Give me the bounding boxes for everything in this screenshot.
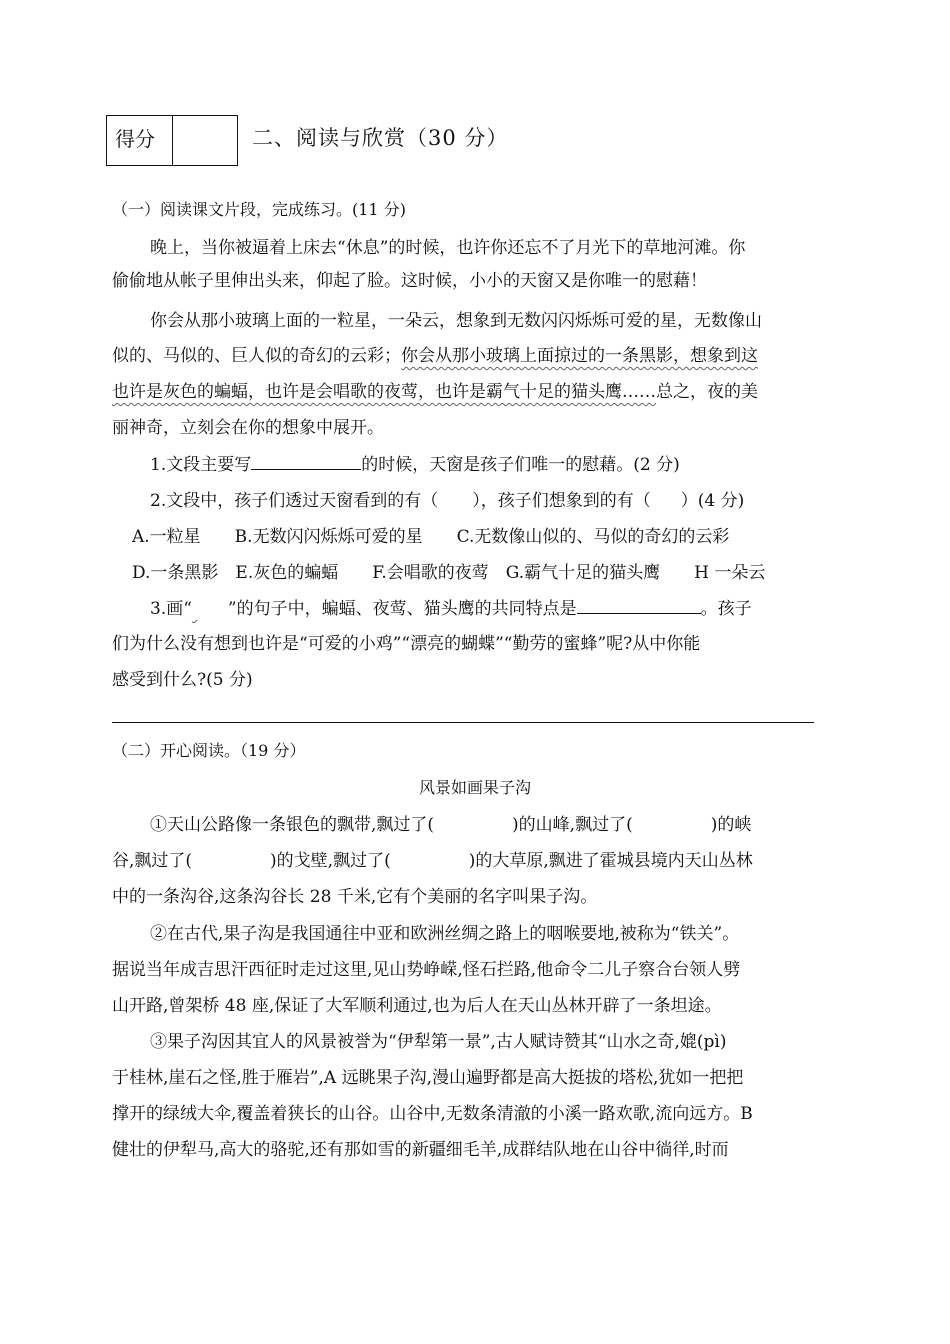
part1-p1-line1: 晚上，当你被逼着上床去“休息”的时候，也许你还忘不了月光下的草地河滩。你 [150, 238, 746, 258]
section-title: 二、阅读与欣赏（30 分） [252, 126, 509, 150]
score-box [106, 115, 238, 166]
part2-p1-text-f: )的大草原,飘进了霍城县境内天山丛林 [468, 851, 753, 871]
part2-p1-line2 [112, 846, 842, 871]
part2-p1-text-a: ①天山公路像一条银色的飘带,飘过了( [150, 815, 435, 835]
question-3-answer-blank[interactable] [577, 595, 701, 614]
part1-p2-line2 [112, 341, 842, 366]
question-1-answer-blank[interactable] [251, 451, 361, 470]
question-2-part-a: 2.文段中，孩子们透过天窗看到的有（ [150, 491, 439, 511]
score-label: 得分 [107, 116, 173, 165]
wavy-underlined-sentence-part1: 你会从那小玻璃上面掠过的一条黑影，想象到这 [401, 346, 758, 366]
part1-p2-line2-plain: 似的、马似的、巨人似的奇幻的云彩； [112, 346, 401, 366]
question-3-line1 [150, 594, 880, 619]
part2-p3-line2: 于桂林,崖石之怪,胜于雁岩”,A 远眺果子沟,漫山遍野都是高大挺拔的塔松,犹如一把把 [112, 1068, 744, 1088]
question-3-suffix: 。孩子 [700, 599, 752, 619]
part2-p1-text-e: )的戈壁,飘过了( [270, 851, 391, 871]
part2-p2-line3: 山开路,曾架桥 48 座,保证了大军顺利通过,也为后人在天山丛林开辟了一条坦途。 [112, 996, 722, 1016]
part2-p1-text-b: )的山峰,飘过了( [512, 815, 633, 835]
part1-p1-line2: 偷偷地从帐子里伸出头来，仰起了脸。这时候，小小的天窗又是你唯一的慰藉！ [112, 271, 707, 291]
question-3-line2: 们为什么没有想到也许是“可爱的小鸡”“漂亮的蝴蝶”“勤劳的蜜蜂”呢?从中你能 [112, 634, 701, 654]
wavy-underlined-sentence-part2: 也许是灰色的蝙蝠，也许是会唱歌的夜莺，也许是霸气十足的猫头鹰…… [112, 382, 656, 402]
part2-p2-line1: ②在古代,果子沟是我国通往中亚和欧洲丝绸之路上的咽喉要地,被称为“铁关”。 [150, 924, 740, 944]
part1-p2-line3 [112, 377, 842, 402]
part2-heading: （二）开心阅读。（19 分） [112, 741, 306, 760]
passage-title: 风景如画果子沟 [418, 778, 531, 797]
part1-p2-line3-plain: 总之，夜的美 [656, 382, 758, 402]
question-2 [150, 486, 880, 511]
part2-p2-line2: 据说当年成吉思汗西征时走过这里,见山势峥嵘,怪石拦路,他命令二儿子察合台领人劈 [112, 960, 741, 980]
question-1 [150, 450, 880, 475]
part2-p1-text-d: 谷,飘过了( [112, 851, 193, 871]
answer-line[interactable] [112, 722, 814, 723]
question-1-suffix: 的时候，天窗是孩子们唯一的慰藉。(2 分) [361, 455, 680, 475]
question-3-middle: ”的句子中，蝙蝠、夜莺、猫头鹰的共同特点是 [227, 599, 577, 619]
question-2-part-c: ）(4 分) [680, 491, 745, 511]
part1-heading: （一）阅读课文片段，完成练习。(11 分) [112, 200, 406, 219]
question-2-options-row2: D.一条黑影 E.灰色的蝙蝠 F.会唱歌的夜莺 G.霸气十足的猫头鹰 H 一朵云 [132, 563, 766, 583]
question-3-line3: 感受到什么?(5 分) [112, 670, 253, 690]
part2-p1-text-c: )的峡 [710, 815, 752, 835]
question-3-prefix: 3.画“ [150, 599, 192, 619]
question-2-options-row1: A.一粒星 B.无数闪闪烁烁可爱的星 C.无数像山似的、马似的奇幻的云彩 [132, 527, 730, 547]
score-blank-cell[interactable] [173, 116, 237, 165]
part2-p1-line1 [150, 810, 880, 835]
part2-p1-line3: 中的一条沟谷,这条沟谷长 28 千米,它有个美丽的名字叫果子沟。 [112, 887, 598, 907]
part1-p2-line1: 你会从那小玻璃上面的一粒星，一朵云，想象到无数闪闪烁烁可爱的星，无数像山 [150, 311, 762, 331]
part1-p2-line4: 丽神奇，立刻会在你的想象中展开。 [112, 418, 384, 438]
question-1-prefix: 1.文段主要写 [150, 455, 252, 475]
question-2-part-b: ），孩子们想象到的有（ [472, 491, 651, 511]
part2-p3-line4: 健壮的伊犁马,高大的骆驼,还有那如雪的新疆细毛羊,成群结队地在山谷中徜徉,时而 [112, 1140, 729, 1160]
part2-p3-line1: ③果子沟因其宜人的风景被誉为“伊犁第一景”,古人赋诗赞其“山水之奇,媲(pì) [150, 1032, 727, 1052]
wavy-line-sample [192, 599, 228, 619]
part2-p3-line3: 撑开的绿绒大伞,覆盖着狭长的山谷。山谷中,无数条清澈的小溪一路欢歌,流向远方。B [112, 1104, 753, 1124]
